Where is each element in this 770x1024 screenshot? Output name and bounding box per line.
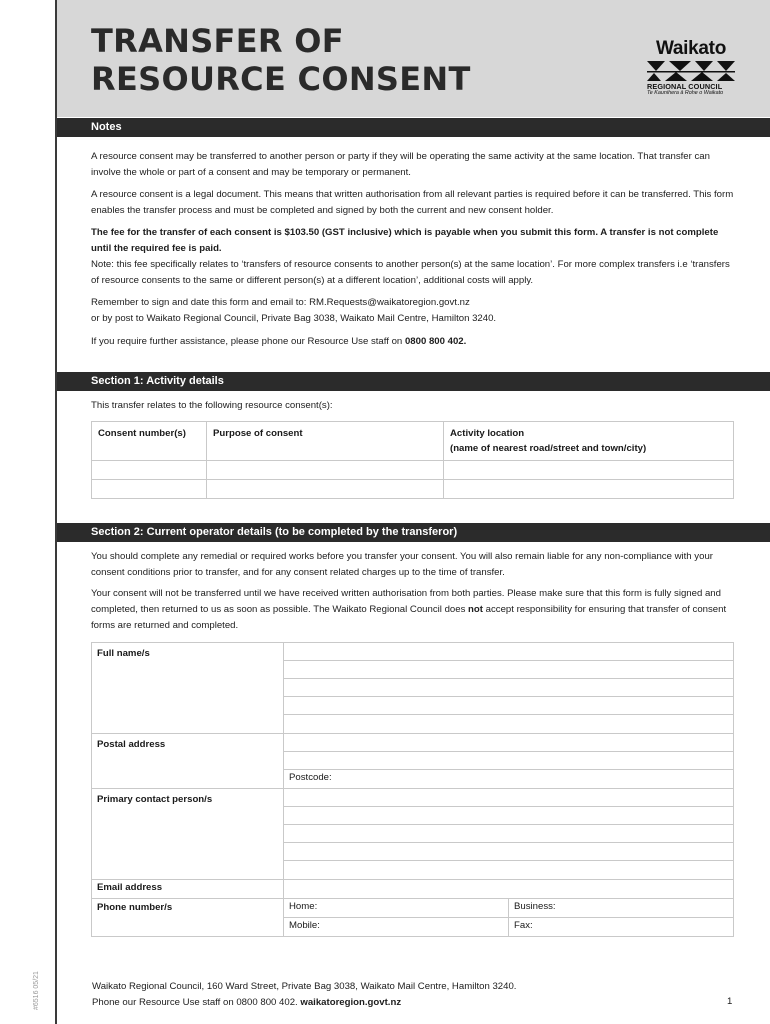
page-number: 1 [727,996,733,1007]
full-name-field[interactable] [284,643,733,661]
assistance-text: If you require further assistance, please phone our Resource Use staff on [91,336,405,347]
section2-paragraph-1: You should complete any remedial or required works before you transfer your consent. You will also remain liable for any non-compliance with your consent conditions prior to transfer, and for any consent related charges up to the time of transfer. [91,551,713,578]
email-label: Email address [92,880,284,898]
location-input[interactable] [444,461,734,480]
title-line-2: RESOURCE CONSENT [91,60,471,98]
page-title [91,22,471,98]
notes-submit [91,295,736,327]
form-code: #6516 05/21 [33,971,40,1010]
notes-heading: Notes [57,118,770,137]
primary-contact-field[interactable] [284,843,733,861]
full-name-label: Full name/s [92,643,284,733]
full-name-field[interactable] [284,715,733,733]
home-phone-field[interactable] [284,899,509,917]
purpose-input[interactable] [207,461,444,480]
left-margin-rule [55,0,57,1024]
purpose-input[interactable] [207,480,444,499]
full-name-row [92,643,733,734]
waikato-logo [645,38,737,98]
primary-contact-label: Primary contact person/s [92,789,284,879]
section2-paragraph-2 [91,586,736,634]
notes-paragraph-1: A resource consent may be transferred to another person or party if they will be operating the same activity at the same location. That transfer can involve the whole or part of a consent and may be temporary or permanent. [91,151,710,178]
page-footer [92,979,516,1011]
footer-address: Waikato Regional Council, 160 Ward Street, Private Bag 3038, Waikato Mail Centre, Hamilton 3240. [92,981,517,992]
section2-p2-b: accept responsibility for ensuring that transfer of consent forms are returned and completed. [91,604,727,631]
phone-label: Phone number/s [92,899,284,936]
logo-name: Waikato [655,38,727,59]
full-name-field[interactable] [284,661,733,679]
footer-website-link[interactable]: waikatoregion.govt.nz [300,997,402,1008]
col-consent-number: Consent number(s) [92,422,207,461]
primary-contact-field[interactable] [284,825,733,843]
mobile-label: Mobile: [289,920,320,931]
primary-contact-row [92,789,733,880]
fee-statement: The fee for the transfer of each consent is $103.50 (GST inclusive) which is payable when you submit this form. A transfer is not complete until the required fee is paid. [91,227,719,254]
consent-number-input[interactable] [92,461,207,480]
logo-mark-icon [647,61,735,81]
mobile-phone-field[interactable] [284,918,509,936]
logo-tagline: Te Kaunihera ā Rohe o Waikato [647,90,724,96]
title-line-1: TRANSFER OF [91,22,344,60]
location-input[interactable] [444,480,734,499]
postal-address-label: Postal address [92,734,284,788]
full-name-field[interactable] [284,679,733,697]
primary-contact-field[interactable] [284,789,733,807]
postcode-field[interactable] [284,770,733,788]
section2-heading: Section 2: Current operator details (to be completed by the transferor) [57,523,770,542]
postal-address-field[interactable] [284,734,733,752]
email-field[interactable] [284,880,733,898]
business-phone-field[interactable] [509,899,733,917]
consent-number-input[interactable] [92,480,207,499]
operator-details-form [91,642,734,937]
postal-address-row [92,734,733,789]
col-activity-location-hint: (name of nearest road/street and town/city) [450,443,647,454]
phone-row [92,899,733,936]
section1-intro: This transfer relates to the following resource consent(s): [91,400,333,411]
consent-table [91,421,734,499]
fax-label: Fax: [514,920,533,931]
section2-p2-bold: not [468,604,483,615]
submit-post-line: or by post to Waikato Regional Council, Private Bag 3038, Waikato Mail Centre, Hamilton 3240. [91,313,497,324]
fee-note: Note: this fee specifically relates to ‘transfers of resource consents to another person(s) at the same location’. For more complex transfers i.e ‘transfers of resource consents to the same or different person(s) at a different location’, additional costs will apply. [91,259,730,286]
form-header [57,0,770,117]
assistance-phone: 0800 800 402. [404,336,467,347]
primary-contact-field[interactable] [284,861,733,879]
table-row [92,480,734,499]
postcode-label: Postcode: [289,772,332,783]
table-row [92,461,734,480]
submit-email-line: Remember to sign and date this form and email to: RM.Requests@waikatoregion.govt.nz [91,297,470,308]
primary-contact-field[interactable] [284,807,733,825]
full-name-field[interactable] [284,697,733,715]
col-activity-location-label: Activity location [450,428,525,439]
notes-fee [91,225,736,289]
fax-field[interactable] [509,918,733,936]
business-label: Business: [514,901,556,912]
section2-p2-a: Your consent will not be transferred until we have received written authorisation from both parties. Please make sure that this form is fully signed and completed, then returned to us as soon as possible. The Waikato Regional Council does [91,588,721,615]
postal-address-field[interactable] [284,752,733,770]
col-purpose: Purpose of consent [207,422,444,461]
col-activity-location [444,422,734,461]
home-label: Home: [289,901,318,912]
email-row [92,880,733,899]
section1-heading: Section 1: Activity details [57,372,770,391]
logo-subtitle: REGIONAL COUNCIL [647,82,723,91]
notes-assistance [91,334,736,350]
notes-paragraph-2: A resource consent is a legal document. This means that written authorisation from all relevant parties is required before it can be transferred. This form enables the transfer process and must be completed and signed by both the current and new consent holder. [91,189,734,216]
footer-phone: Phone our Resource Use staff on 0800 800 402. [92,997,301,1008]
